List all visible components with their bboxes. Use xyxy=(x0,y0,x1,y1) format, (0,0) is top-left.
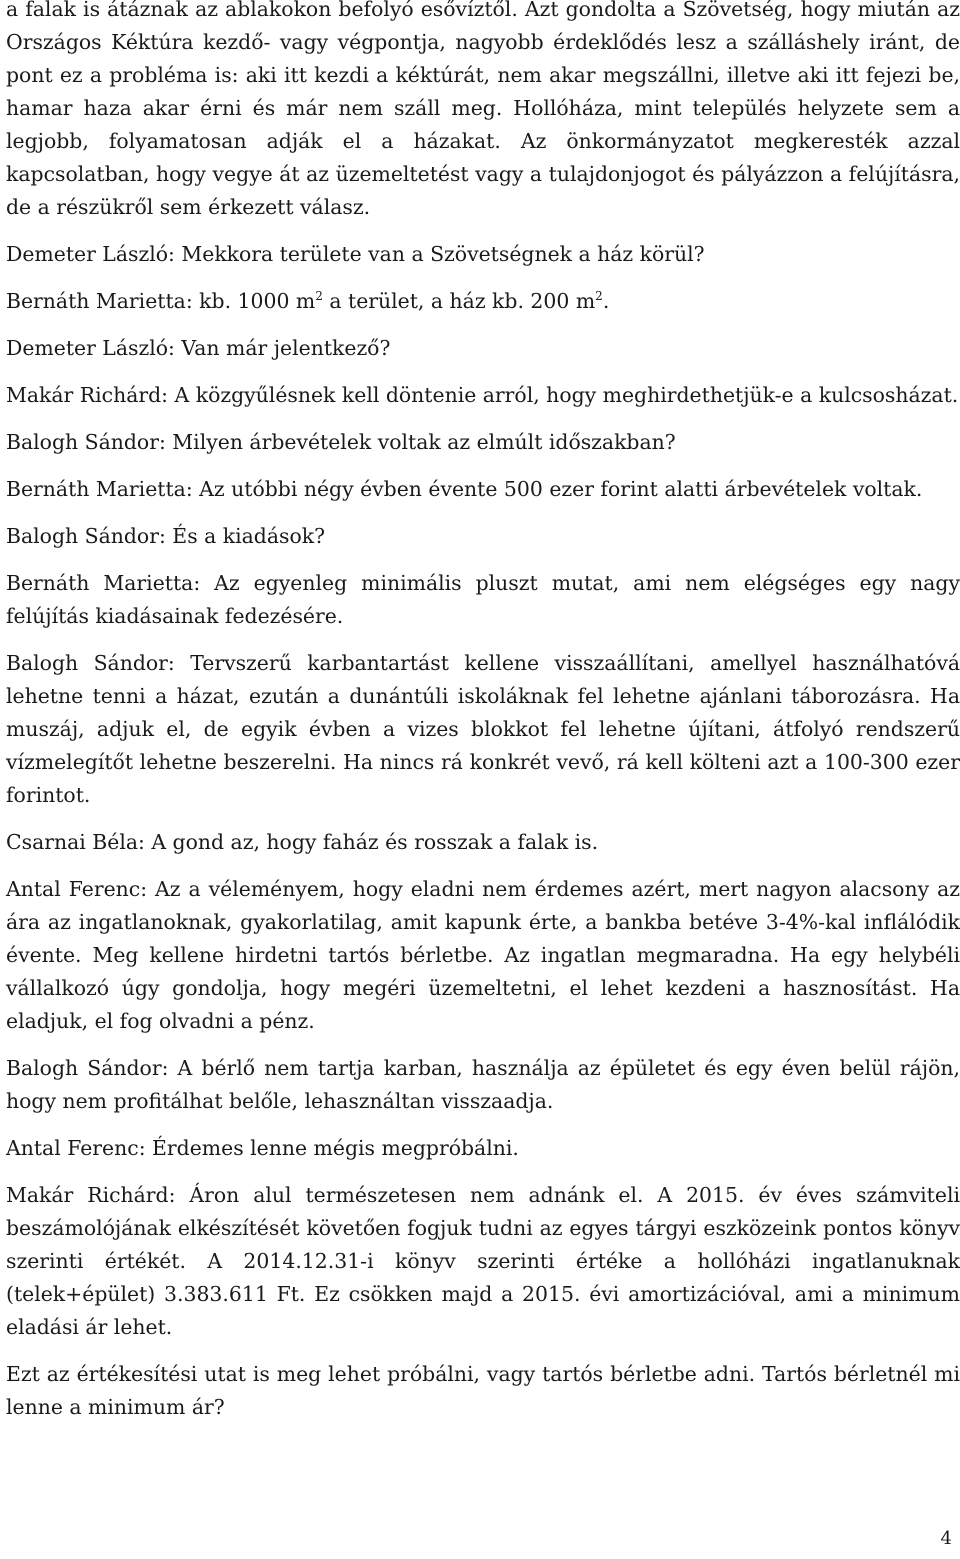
paragraph-demeter-2 xyxy=(6,332,960,365)
paragraph-antal-2 xyxy=(6,1132,960,1165)
paragraph-text: : Milyen árbevételek voltak az elmúlt időszakban? xyxy=(158,430,676,454)
paragraph-bernath-1 xyxy=(6,285,960,318)
paragraph-text: : A gond az, hogy faház és rosszak a falak is. xyxy=(138,830,599,854)
superscript: 2 xyxy=(595,289,603,304)
paragraph-text: : Van már jelentkező? xyxy=(168,336,391,360)
paragraph-balogh-1 xyxy=(6,426,960,459)
speaker-name: Csarnai Béla xyxy=(6,830,138,854)
speaker-name: Bernáth Marietta xyxy=(6,289,186,313)
speaker-name: Antal Ferenc xyxy=(6,1136,139,1160)
paragraph-text: . xyxy=(602,289,610,313)
paragraph-balogh-2 xyxy=(6,520,960,553)
paragraph-text: a terület, a ház kb. 200 m xyxy=(322,289,596,313)
page-number: 4 xyxy=(940,1528,952,1549)
paragraph-text: : Az utóbbi négy évben évente 500 ezer forint alatti árbevételek voltak. xyxy=(185,477,923,501)
superscript: 2 xyxy=(315,289,323,304)
speaker-name: Bernáth Marietta xyxy=(6,477,186,501)
speaker-name: Makár Richárd xyxy=(6,383,162,407)
paragraph-text: : kb. 1000 m xyxy=(185,289,316,313)
document-page xyxy=(6,0,960,1438)
paragraph-demeter-1 xyxy=(6,238,960,271)
paragraph-text: : Mekkora területe van a Szövetségnek a ház körül? xyxy=(168,242,705,266)
paragraph-text: a falak is átáznak az ablakokon befolyó esővíztől. Azt gondolta a Szövetség, hogy miután az Országos Kéktúra kezdő- vagy végpontja, nagyobb érdeklődés lesz a szálláshely iránt, de pont ez a probléma is: aki itt kezdi a kéktúrát, nem akar megszállni, illetve aki itt fejezi be, hamar haza akar érni és már nem száll meg. Hollóháza, mint település helyzete sem a legjobb, folyamatosan adják el a házakat. Az önkormányzatot megkeresték azzal kapcsolatban, hogy vegye át az üzemeltetést vagy a tulajdonjogot és pályázzon a felújításra, de a részükről sem érkezett válasz. xyxy=(6,0,960,219)
paragraph-continuation xyxy=(6,0,960,224)
paragraph-text: : Az a véleményem, hogy eladni nem érdemes azért, mert nagyon alacsony az ára az ingatlanoknak, gyakorlatilag, amit kapunk érte, a bankba betéve 3-4%-kal inflálódik évente. Meg kellene hirdetni tartós bérletbe. Az ingatlan megmaradna. Ha egy helybéli vállalkozó úgy gondolja, hogy megéri üzemeltetni, el lehet kezdeni a hasznosítást. Ha eladjuk, el fog olvadni a pénz. xyxy=(6,877,960,1033)
speaker-name: Demeter László xyxy=(6,336,169,360)
paragraph-bernath-3 xyxy=(6,567,960,633)
speaker-name: Bernáth Marietta xyxy=(6,571,194,595)
paragraph-csarnai-1 xyxy=(6,826,960,859)
speaker-name: Makár Richárd xyxy=(6,1183,169,1207)
paragraph-bernath-2 xyxy=(6,473,960,506)
paragraph-text: : A közgyűlésnek kell döntenie arról, hogy meghirdethetjük-e a kulcsosházat. xyxy=(161,383,959,407)
paragraph-text: : És a kiadások? xyxy=(158,524,326,548)
paragraph-text: : Áron alul természetesen nem adnánk el. A 2015. év éves számviteli beszámolójának elkészítését követően fogjuk tudni az egyes tárgyi eszközeink pontos könyv szerinti értékét. A 2014.12.31-i könyv szerinti értéke a hollóházi ingatlanuknak (telek+épület) 3.383.611 Ft. Ez csökken majd a 2015. évi amortizációval, ami a minimum eladási ár lehet. xyxy=(6,1183,960,1339)
paragraph-makar-1 xyxy=(6,379,960,412)
paragraph-balogh-4 xyxy=(6,1052,960,1118)
paragraph-text: : Az egyenleg minimális pluszt mutat, ami nem elégséges egy nagy felújítás kiadásainak fedezésére. xyxy=(6,571,960,628)
paragraph-continuation-2 xyxy=(6,1358,960,1424)
paragraph-text: Ezt az értékesítési utat is meg lehet próbálni, vagy tartós bérletbe adni. Tartós bérletnél mi lenne a minimum ár? xyxy=(6,1362,960,1419)
speaker-name: Balogh Sándor xyxy=(6,1056,162,1080)
speaker-name: Balogh Sándor xyxy=(6,651,168,675)
paragraph-makar-2 xyxy=(6,1179,960,1344)
paragraph-antal-1 xyxy=(6,873,960,1038)
speaker-name: Demeter László xyxy=(6,242,169,266)
speaker-name: Balogh Sándor xyxy=(6,430,159,454)
paragraph-text: : A bérlő nem tartja karban, használja az épületet és egy éven belül rájön, hogy nem profitálhat belőle, lehasználtan visszaadja. xyxy=(6,1056,960,1113)
speaker-name: Balogh Sándor xyxy=(6,524,159,548)
paragraph-balogh-3 xyxy=(6,647,960,812)
paragraph-text: : Tervszerű karbantartást kellene visszaállítani, amellyel használhatóvá lehetne tenni a házat, ezután a dunántúli iskoláknak fel lehetne ajánlani táborozásra. Ha muszáj, adjuk el, de egyik évben a vizes blokkot fel lehetne újítani, átfolyó rendszerű vízmelegítőt lehetne beszerelni. Ha nincs rá konkrét vevő, rá kell költeni azt a 100-300 ezer forintot. xyxy=(6,651,960,807)
speaker-name: Antal Ferenc xyxy=(6,877,141,901)
paragraph-text: : Érdemes lenne mégis megpróbálni. xyxy=(138,1136,519,1160)
